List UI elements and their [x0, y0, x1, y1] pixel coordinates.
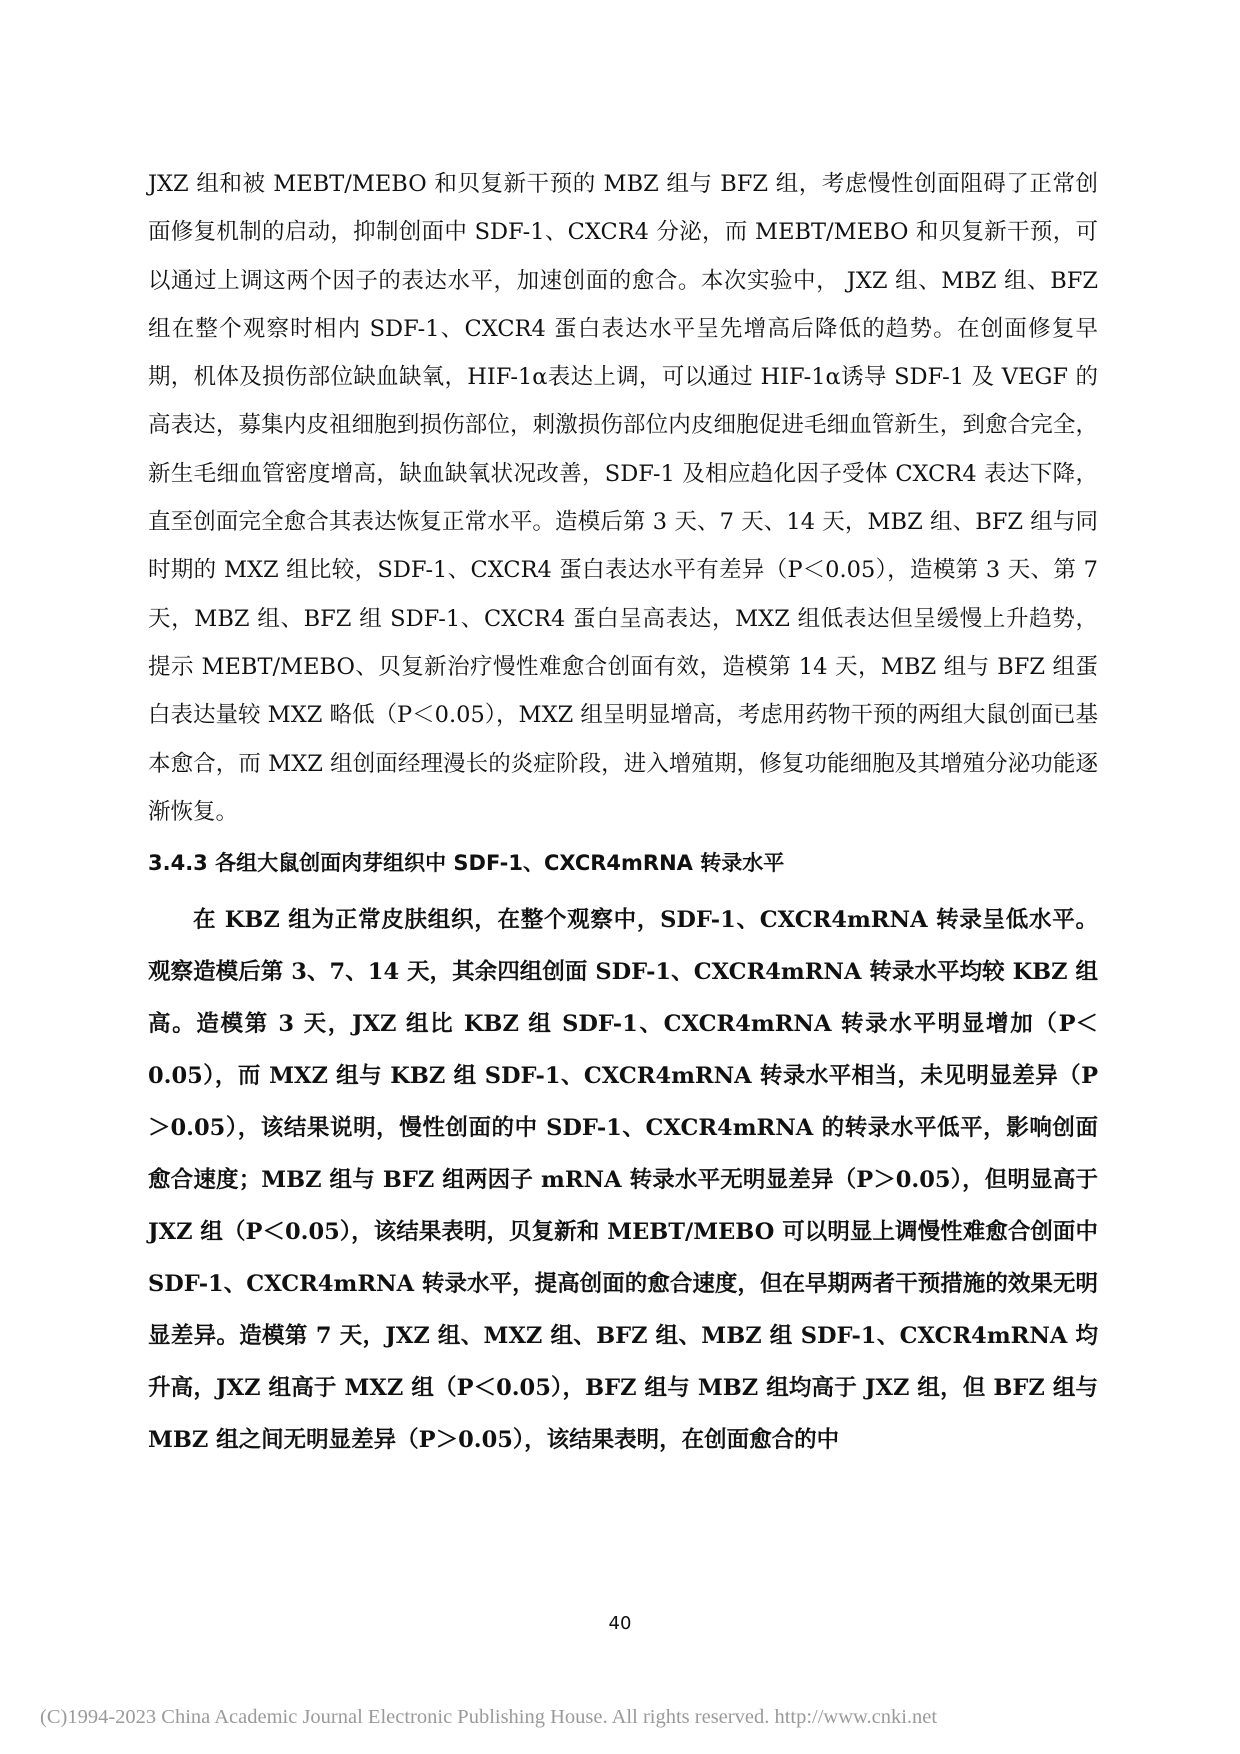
paragraph-2: 在 KBZ 组为正常皮肤组织，在整个观察中，SDF-1、CXCR4mRNA 转录呈低水平。观察造模后第 3、7、14 天，其余四组创面 SDF-1、CXCR4mRNA 转录水平均较 KBZ 组高。造模第 3 天，JXZ 组比 KBZ 组 SDF-1、CXCR4mRNA 转录水平明显增加（P＜0.05），而 MXZ 组与 KBZ 组 SDF-1、CXCR4mRNA 转录水平相当，未见明显差异（P＞0.05），该结果说明，慢性创面的中 SDF-1、CXCR4mRNA 的转录水平低平，影响创面愈合速度；MBZ 组与 BFZ 组两因子 mRNA 转录水平无明显差异（P＞0.05），但明显高于 JXZ 组（P＜0.05），该结果表明，贝复新和 MEBT/MEBO 可以明显上调慢性难愈合创面中 SDF-1、CXCR4mRNA 转录水平，提高创面的愈合速度，但在早期两者干预措施的效果无明显差异。造模第 7 天，JXZ 组、MXZ 组、BFZ 组、MBZ 组 SDF-1、CXCR4mRNA 均升高，JXZ 组高于 MXZ 组（P＜0.05），BFZ 组与 MBZ 组均高于 JXZ 组，但 BFZ 组与 MBZ 组之间无明显差异（P＞0.05），该结果表明，在创面愈合的中	[148, 907, 1098, 1454]
section-heading: 3.4.3 各组大鼠创面肉芽组织中 SDF-1、CXCR4mRNA 转录水平	[148, 851, 785, 876]
body-text	[148, 160, 1098, 1466]
page-number: 40	[608, 1613, 632, 1634]
paragraph-1: JXZ 组和被 MEBT/MEBO 和贝复新干预的 MBZ 组与 BFZ 组，考虑慢性创面阻碍了正常创面修复机制的启动，抑制创面中 SDF-1、CXCR4 分泌，而 MEBT/MEBO 和贝复新干预，可以通过上调这两个因子的表达水平，加速创面的愈合。本次实验中， JXZ 组、MBZ 组、BFZ 组在整个观察时相内 SDF-1、CXCR4 蛋白表达水平呈先增高后降低的趋势。在创面修复早期，机体及损伤部位缺血缺氧，HIF-1α表达上调，可以通过 HIF-1α诱导 SDF-1 及 VEGF 的高表达，募集内皮祖细胞到损伤部位，刺激损伤部位内皮细胞促进毛细血管新生，到愈合完全，新生毛细血管密度增高，缺血缺氧状况改善，SDF-1 及相应趋化因子受体 CXCR4 表达下降，直至创面完全愈合其表达恢复正常水平。造模后第 3 天、7 天、14 天，MBZ 组、BFZ 组与同时期的 MXZ 组比较，SDF-1、CXCR4 蛋白表达水平有差异（P＜0.05），造模第 3 天、第 7 天，MBZ 组、BFZ 组 SDF-1、CXCR4 蛋白呈高表达，MXZ 组低表达但呈缓慢上升趋势，提示 MEBT/MEBO、贝复新治疗慢性难愈合创面有效，造模第 14 天，MBZ 组与 BFZ 组蛋白表达量较 MXZ 略低（P＜0.05），MXZ 组呈明显增高，考虑用药物干预的两组大鼠创面已基本愈合，而 MXZ 组创面经理漫长的炎症阶段，进入增殖期，修复功能细胞及其增殖分泌功能逐渐恢复。	[148, 171, 1098, 825]
copyright-footer: (C)1994-2023 China Academic Journal Electronic Publishing House. All rights reserved. http://www.cnki.net	[40, 1706, 938, 1728]
